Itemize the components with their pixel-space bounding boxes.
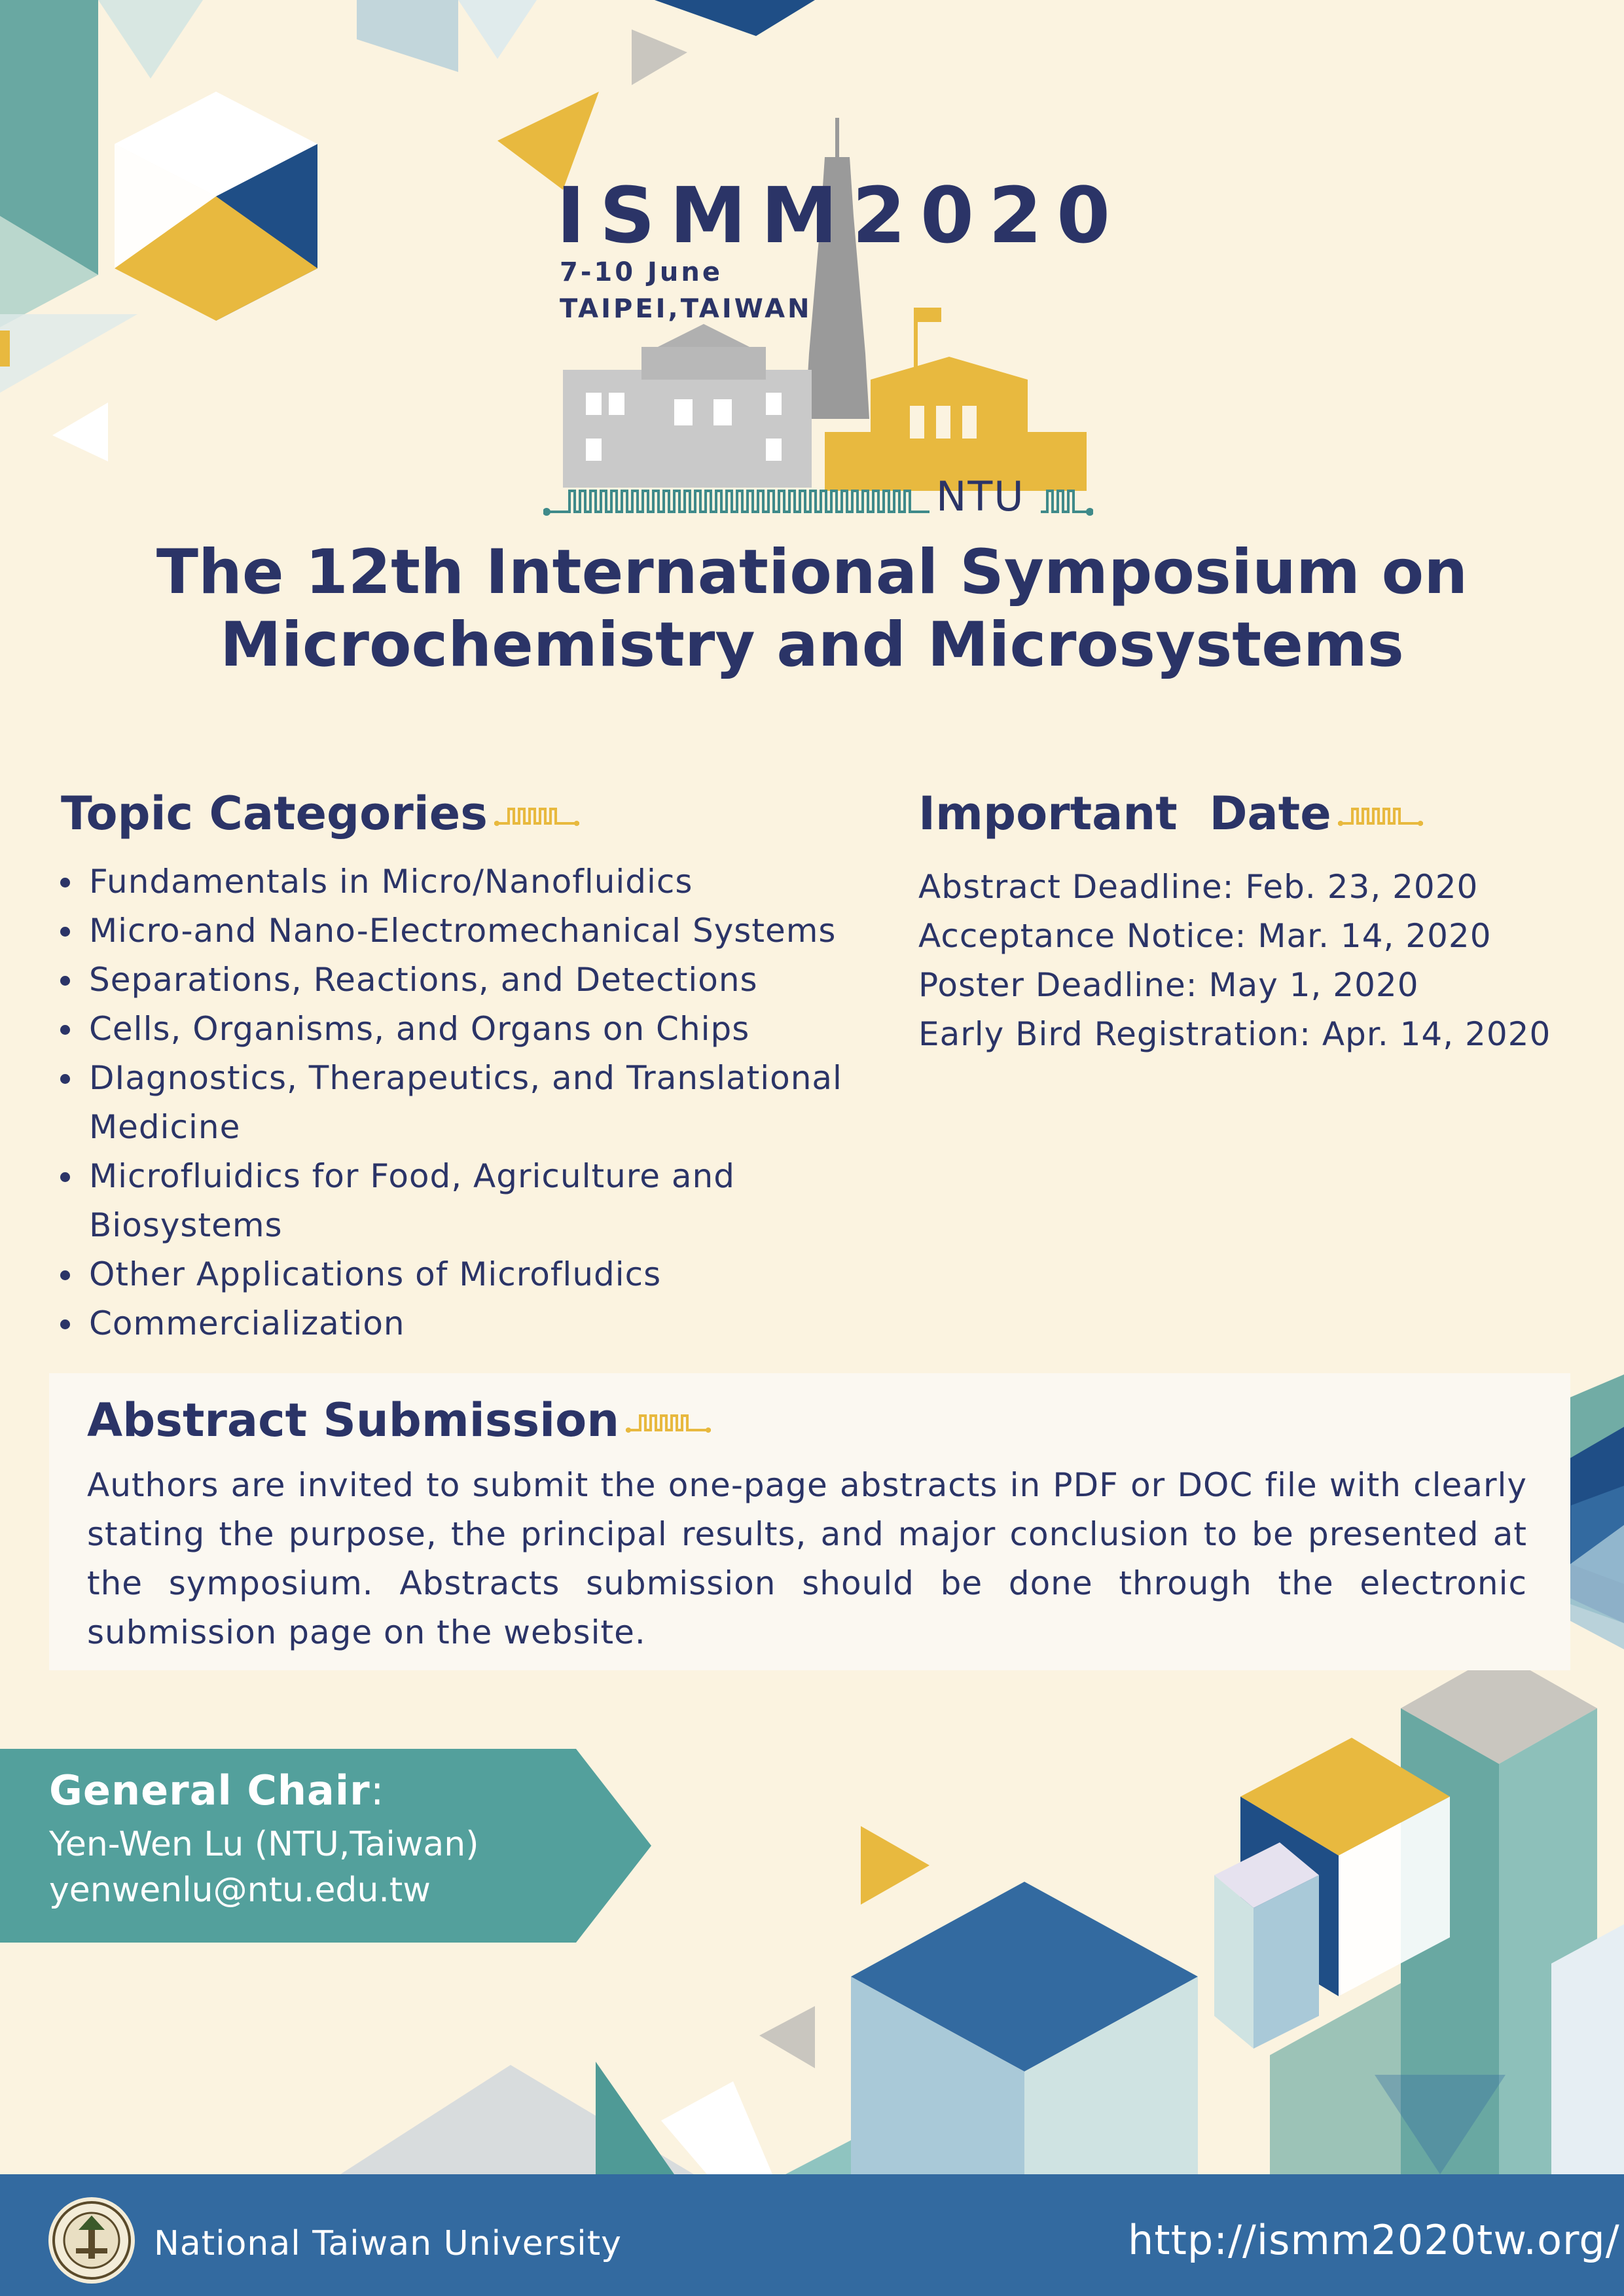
dates-heading-text: Important Date: [918, 787, 1331, 840]
list-item: DIagnostics, Therapeutics, and Translational Medicine: [58, 1054, 909, 1152]
wave-icon: [494, 804, 579, 830]
topics-list: [58, 857, 909, 1348]
chair-name: Yen-Wen Lu (NTU,Taiwan): [49, 1825, 479, 1864]
logo-ntu: NTU: [936, 473, 1025, 520]
page-title-line-2: Microchemistry and Microsystems: [220, 609, 1404, 681]
list-item: Other Applications of Microfludics: [58, 1250, 909, 1299]
date-item: Early Bird Registration: Apr. 14, 2020: [918, 1015, 1551, 1053]
list-item: Microfluidics for Food, Agriculture and Biosystems: [58, 1152, 909, 1250]
wave-icon: [1338, 804, 1423, 830]
date-item: Acceptance Notice: Mar. 14, 2020: [918, 917, 1492, 955]
logo-dates: 7-10 June: [560, 257, 723, 287]
abstract-body: Authors are invited to submit the one-page abstracts in PDF or DOC file with clearly stating the purpose, the principal results, and major conclusion to be presented at the symposium. Abstracts submission should be done through the electronic submission page on the website.: [87, 1466, 1527, 1651]
chair-title-colon: :: [370, 1767, 385, 1814]
page-title-line-1: The 12th International Symposium on: [156, 537, 1468, 608]
chair-title-text: General Chair: [49, 1767, 370, 1814]
date-item: Abstract Deadline: Feb. 23, 2020: [918, 868, 1479, 906]
list-item: Separations, Reactions, and Detections: [58, 956, 909, 1005]
seal-icon: [47, 2196, 136, 2285]
wave-icon: [626, 1410, 711, 1437]
chair-email: yenwenlu@ntu.edu.tw: [49, 1871, 431, 1910]
footer-org: National Taiwan University: [154, 2224, 622, 2263]
logo-title: ISMM2020: [556, 170, 1125, 260]
topics-heading-text: Topic Categories: [61, 787, 488, 840]
building-icon: [563, 324, 812, 488]
dates-list: [918, 863, 1612, 1059]
abstract-heading: [87, 1393, 711, 1447]
page-title: [0, 537, 1624, 682]
abstract-heading-text: Abstract Submission: [87, 1393, 620, 1447]
logo-city: TAIPEI,TAIWAN: [560, 294, 812, 324]
list-item: Micro-and Nano-Electromechanical Systems: [58, 906, 909, 956]
taipei101-icon: [805, 118, 869, 419]
footer-url-link[interactable]: http://ismm2020tw.org/: [1128, 2216, 1620, 2264]
list-item: Commercialization: [58, 1299, 909, 1348]
list-item: Cells, Organisms, and Organs on Chips: [58, 1005, 909, 1054]
date-item: Poster Deadline: May 1, 2020: [918, 966, 1419, 1004]
list-item: Fundamentals in Micro/Nanofluidics: [58, 857, 909, 906]
dates-heading: [918, 787, 1423, 840]
topics-heading: [61, 787, 579, 840]
chair-title: [49, 1767, 385, 1814]
